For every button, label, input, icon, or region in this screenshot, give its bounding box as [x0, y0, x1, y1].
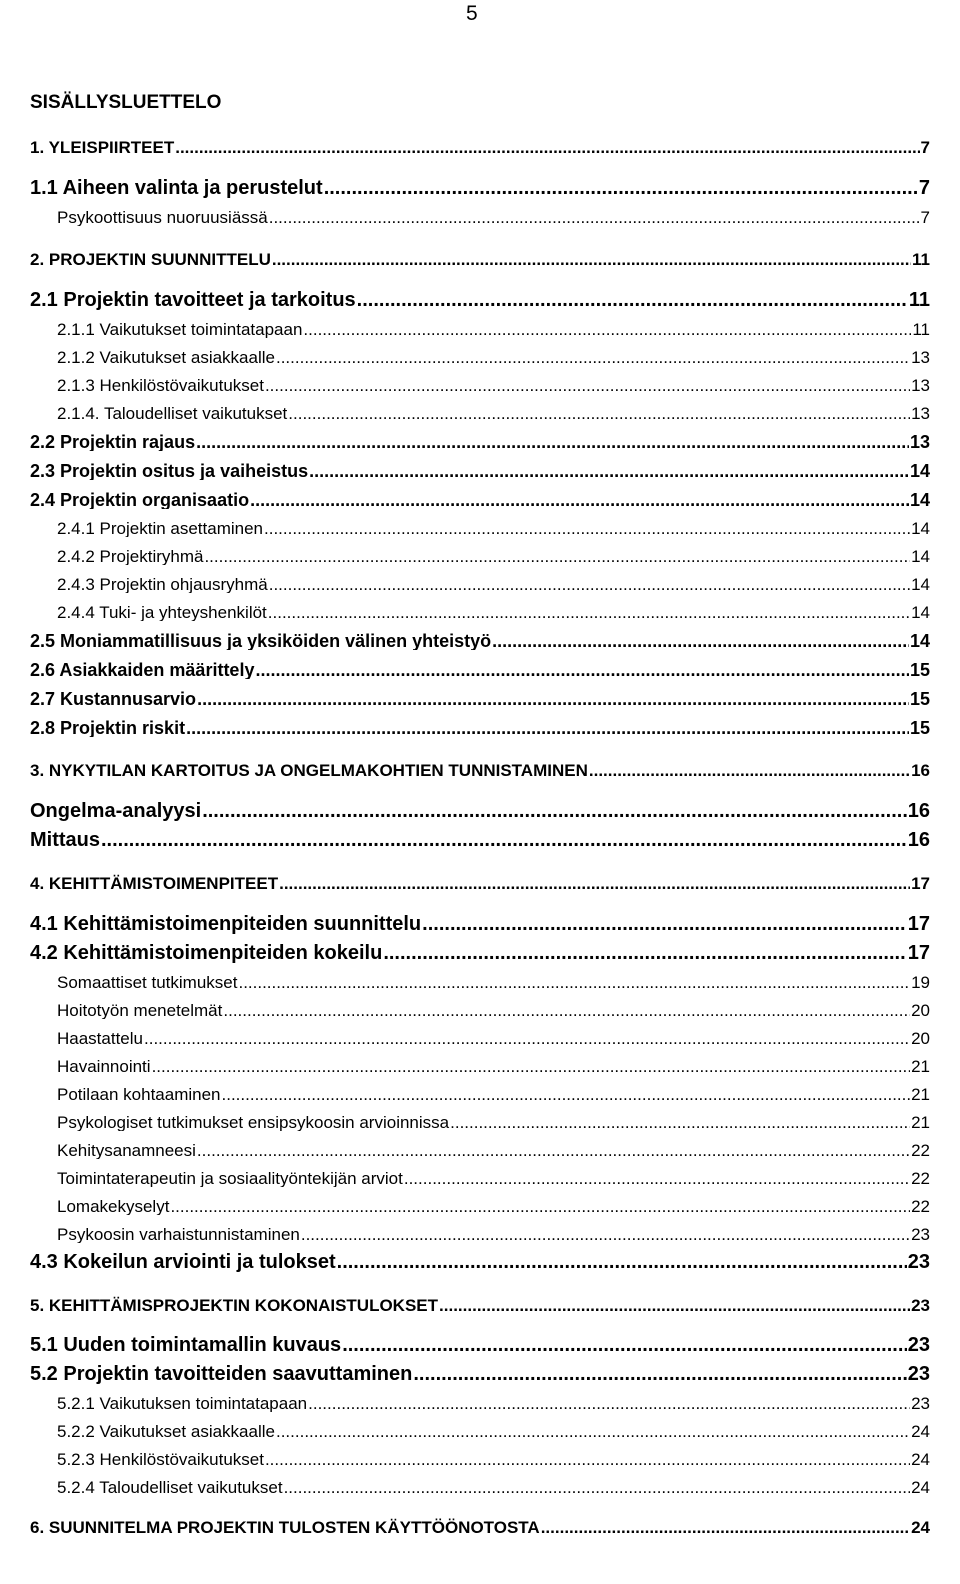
toc-leader-dots — [197, 690, 909, 708]
toc-entry-title: 4.1 Kehittämistoimenpiteiden suunnittelu — [30, 913, 422, 934]
toc-entry-title: 2.4.3 Projektin ohjausryhmä — [57, 575, 268, 593]
toc-entry-page: 21 — [911, 1113, 930, 1131]
page-number: 5 — [466, 2, 478, 25]
toc-entry[interactable] — [57, 1081, 930, 1103]
toc-leader-dots — [175, 139, 919, 156]
toc-entry-page: 14 — [909, 631, 930, 650]
toc-entry-page: 19 — [911, 973, 930, 991]
toc-entry[interactable] — [57, 1474, 930, 1496]
toc-entry-title: Toimintaterapeutin ja sosiaalityöntekijän arviot — [57, 1169, 403, 1187]
toc-entry-title: 5.2 Projektin tavoitteiden saavuttaminen — [30, 1363, 413, 1384]
toc-leader-dots — [202, 801, 907, 821]
toc-entry-title: 2. PROJEKTIN SUUNNITTELU — [30, 250, 271, 268]
toc-entry-title: 6. SUUNNITELMA PROJEKTIN TULOSTEN KÄYTTÖÖNOTOSTA — [30, 1518, 540, 1536]
toc-entry-page: 11 — [912, 320, 930, 338]
toc-entry[interactable] — [57, 1025, 930, 1047]
toc-entry-page: 7 — [918, 177, 930, 198]
toc-entry-page: 14 — [911, 575, 930, 593]
toc-entry-page: 17 — [907, 942, 930, 963]
toc-leader-dots — [589, 762, 910, 779]
toc-entry-title: 2.5 Moniammatillisuus ja yksiköiden välinen yhteistyö — [30, 631, 492, 650]
toc-entry-title: 2.8 Projektin riskit — [30, 718, 186, 737]
toc-leader-dots — [342, 1335, 907, 1355]
toc-entry[interactable] — [30, 1362, 930, 1384]
toc-leader-dots — [337, 1252, 907, 1272]
toc-entry[interactable] — [30, 1250, 930, 1272]
toc-entry-title: 2.4.2 Projektiryhmä — [57, 547, 204, 565]
toc-entry-page: 15 — [909, 660, 930, 679]
toc-leader-dots — [276, 1423, 910, 1440]
toc-entry[interactable] — [57, 1390, 930, 1412]
toc-leader-dots — [204, 548, 910, 565]
toc-leader-dots — [301, 1226, 910, 1243]
toc-leader-dots — [197, 1142, 910, 1159]
toc-entry[interactable] — [30, 1292, 930, 1314]
toc-leader-dots — [303, 321, 911, 338]
toc-entry-page: 21 — [911, 1085, 930, 1103]
toc-entry-title: 5.2.2 Vaikutukset asiakkaalle — [57, 1422, 275, 1440]
toc-leader-dots — [170, 1198, 910, 1215]
toc-entry-page: 24 — [911, 1478, 930, 1496]
toc-entry-title: 2.3 Projektin ositus ja vaiheistus — [30, 461, 309, 480]
toc-leader-dots — [284, 1479, 911, 1496]
toc-entry[interactable] — [57, 1221, 930, 1243]
toc-entry-page: 14 — [911, 519, 930, 537]
toc-leader-dots — [422, 914, 907, 934]
toc-leader-dots — [265, 1451, 910, 1468]
toc-entry-page: 7 — [920, 208, 930, 226]
toc-entry-title: Psykoosin varhaistunnistaminen — [57, 1225, 300, 1243]
toc-entry[interactable] — [30, 757, 930, 779]
toc-leader-dots — [279, 875, 910, 892]
toc-entry-page: 23 — [907, 1334, 930, 1355]
toc-leader-dots — [324, 178, 918, 198]
toc-entry-page: 24 — [911, 1450, 930, 1468]
toc-entry-page: 17 — [907, 913, 930, 934]
toc-leader-dots — [404, 1170, 910, 1187]
toc-entry-page: 23 — [907, 1363, 930, 1384]
toc-entry-title: Psykoottisuus nuoruusiässä — [57, 208, 268, 226]
toc-entry[interactable] — [57, 515, 930, 537]
toc-entry-title: 5.1 Uuden toimintamallin kuvaus — [30, 1334, 342, 1355]
toc-entry-page: 23 — [907, 1251, 930, 1272]
toc-entry[interactable] — [57, 1193, 930, 1215]
toc-entry[interactable] — [30, 458, 930, 480]
toc-entry-page: 16 — [907, 800, 930, 821]
toc-entry[interactable] — [30, 870, 930, 892]
toc-entry[interactable] — [57, 204, 930, 226]
toc-entry[interactable] — [57, 372, 930, 394]
toc-entry[interactable] — [30, 686, 930, 708]
toc-leader-dots — [492, 632, 909, 650]
toc-entry[interactable] — [57, 1446, 930, 1468]
toc-entry-title: Kehitysanamneesi — [57, 1141, 196, 1159]
toc-entry-title: 2.1 Projektin tavoitteet ja tarkoitus — [30, 289, 356, 310]
toc-entry[interactable] — [57, 400, 930, 422]
toc-entry-title: 3. NYKYTILAN KARTOITUS JA ONGELMAKOHTIEN TUNNISTAMINEN — [30, 761, 588, 779]
toc-entry-title: Havainnointi — [57, 1057, 151, 1075]
toc-entry-page: 16 — [911, 761, 930, 779]
toc-entry-page: 14 — [909, 461, 930, 480]
toc-entry[interactable] — [30, 134, 930, 156]
toc-leader-dots — [196, 433, 909, 451]
toc-leader-dots — [276, 349, 910, 366]
toc-entry[interactable] — [30, 657, 930, 679]
toc-entry[interactable] — [30, 487, 930, 509]
toc-entry-page: 14 — [911, 547, 930, 565]
toc-entry-title: Psykologiset tutkimukset ensipsykoosin arvioinnissa — [57, 1113, 450, 1131]
toc-leader-dots — [264, 520, 910, 537]
toc-entry-page: 20 — [911, 1001, 930, 1019]
toc-entry-page: 14 — [909, 490, 930, 509]
toc-entry-title: 4.3 Kokeilun arviointi ja tulokset — [30, 1251, 336, 1272]
toc-entry-title: 5.2.1 Vaikutuksen toimintatapaan — [57, 1394, 308, 1412]
toc-entry-title: 2.4.4 Tuki- ja yhteyshenkilöt — [57, 603, 267, 621]
toc-entry[interactable] — [57, 316, 930, 338]
toc-entry[interactable] — [57, 571, 930, 593]
toc-entry-title: Lomakekyselyt — [57, 1197, 170, 1215]
toc-entry-title: 4. KEHITTÄMISTOIMENPITEET — [30, 874, 279, 892]
toc-entry-page: 23 — [911, 1296, 930, 1314]
toc-leader-dots — [238, 974, 910, 991]
toc-leader-dots — [383, 943, 906, 963]
toc-entry-page: 13 — [911, 376, 930, 394]
toc-entry-page: 13 — [911, 348, 930, 366]
toc-entry-title: Hoitotyön menetelmät — [57, 1001, 223, 1019]
toc-entry-title: 2.4.1 Projektin asettaminen — [57, 519, 264, 537]
toc-leader-dots — [268, 604, 910, 621]
toc-entry-page: 11 — [912, 250, 930, 268]
toc-entry[interactable] — [57, 997, 930, 1019]
toc-heading: SISÄLLYSLUETTELO — [30, 92, 222, 113]
toc-leader-dots — [309, 462, 909, 480]
toc-entry[interactable] — [30, 941, 930, 963]
toc-entry-page: 24 — [911, 1422, 930, 1440]
toc-leader-dots — [269, 209, 920, 226]
toc-entry[interactable] — [30, 715, 930, 737]
toc-leader-dots — [439, 1297, 910, 1314]
toc-entry[interactable] — [57, 1137, 930, 1159]
toc-entry[interactable] — [57, 1053, 930, 1075]
toc-entry-page: 13 — [909, 432, 930, 451]
toc-leader-dots — [222, 1086, 911, 1103]
toc-leader-dots — [250, 491, 909, 509]
toc-entry-title: 4.2 Kehittämistoimenpiteiden kokeilu — [30, 942, 383, 963]
toc-entry-title: 5.2.4 Taloudelliset vaikutukset — [57, 1478, 283, 1496]
toc-entry[interactable] — [30, 628, 930, 650]
toc-leader-dots — [413, 1364, 906, 1384]
toc-entry-title: Potilaan kohtaaminen — [57, 1085, 221, 1103]
toc-entry-title: 2.1.1 Vaikutukset toimintatapaan — [57, 320, 303, 338]
toc-entry[interactable] — [30, 799, 930, 821]
toc-entry[interactable] — [57, 1109, 930, 1131]
toc-entry[interactable] — [30, 246, 930, 268]
toc-entry-title: Haastattelu — [57, 1029, 143, 1047]
toc-entry-title: 2.1.3 Henkilöstövaikutukset — [57, 376, 264, 394]
toc-entry[interactable] — [30, 912, 930, 934]
toc-entry[interactable] — [30, 1333, 930, 1355]
toc-entry[interactable] — [30, 288, 930, 310]
toc-entry-page: 14 — [911, 603, 930, 621]
toc-leader-dots — [152, 1058, 911, 1075]
toc-leader-dots — [357, 290, 908, 310]
toc-leader-dots — [265, 377, 910, 394]
toc-entry-title: 5. KEHITTÄMISPROJEKTIN KOKONAISTULOKSET — [30, 1296, 439, 1314]
toc-leader-dots — [255, 661, 909, 679]
toc-entry[interactable] — [57, 543, 930, 565]
toc-entry-title: 2.2 Projektin rajaus — [30, 432, 196, 451]
toc-entry-title: 2.6 Asiakkaiden määrittely — [30, 660, 255, 679]
toc-entry-title: 5.2.3 Henkilöstövaikutukset — [57, 1450, 264, 1468]
toc-entry[interactable] — [30, 828, 930, 850]
toc-leader-dots — [450, 1114, 910, 1131]
toc-entry-page: 24 — [911, 1518, 930, 1536]
toc-entry-page: 15 — [909, 689, 930, 708]
toc-leader-dots — [223, 1002, 910, 1019]
toc-entry-page: 16 — [907, 829, 930, 850]
toc-entry-title: 2.1.4. Taloudelliset vaikutukset — [57, 404, 288, 422]
toc-leader-dots — [269, 576, 910, 593]
toc-leader-dots — [186, 719, 909, 737]
toc-entry-page: 22 — [911, 1169, 930, 1187]
toc-entry-title: 2.4 Projektin organisaatio — [30, 490, 250, 509]
toc-leader-dots — [272, 251, 911, 268]
toc-entry[interactable] — [57, 969, 930, 991]
toc-entry-title: 2.7 Kustannusarvio — [30, 689, 197, 708]
toc-entry-title: Ongelma-analyysi — [30, 800, 202, 821]
toc-entry-page: 7 — [920, 138, 930, 156]
toc-entry-page: 15 — [909, 718, 930, 737]
toc-entry-title: Somaattiset tutkimukset — [57, 973, 238, 991]
toc-leader-dots — [288, 405, 910, 422]
toc-entry-page: 17 — [911, 874, 930, 892]
toc-entry-page: 11 — [908, 289, 930, 310]
toc-leader-dots — [308, 1395, 910, 1412]
toc-entry[interactable] — [57, 1165, 930, 1187]
toc-entry-page: 23 — [911, 1225, 930, 1243]
toc-entry-page: 23 — [911, 1394, 930, 1412]
toc-leader-dots — [541, 1519, 910, 1536]
toc-entry-page: 22 — [911, 1197, 930, 1215]
toc-entry[interactable] — [30, 176, 930, 198]
toc-entry-title: 1.1 Aiheen valinta ja perustelut — [30, 177, 323, 198]
toc-leader-dots — [144, 1030, 910, 1047]
toc-entry-page: 22 — [911, 1141, 930, 1159]
toc-leader-dots — [101, 830, 907, 850]
toc-entry[interactable] — [30, 1514, 930, 1536]
toc-entry[interactable] — [30, 429, 930, 451]
toc-entry[interactable] — [57, 344, 930, 366]
toc-entry-title: 1. YLEISPIIRTEET — [30, 138, 175, 156]
toc-entry-page: 20 — [911, 1029, 930, 1047]
toc-entry[interactable] — [57, 1418, 930, 1440]
toc-entry-title: Mittaus — [30, 829, 100, 850]
toc-entry-page: 21 — [911, 1057, 930, 1075]
toc-entry-page: 13 — [911, 404, 930, 422]
toc-entry[interactable] — [57, 599, 930, 621]
toc-entry-title: 2.1.2 Vaikutukset asiakkaalle — [57, 348, 275, 366]
